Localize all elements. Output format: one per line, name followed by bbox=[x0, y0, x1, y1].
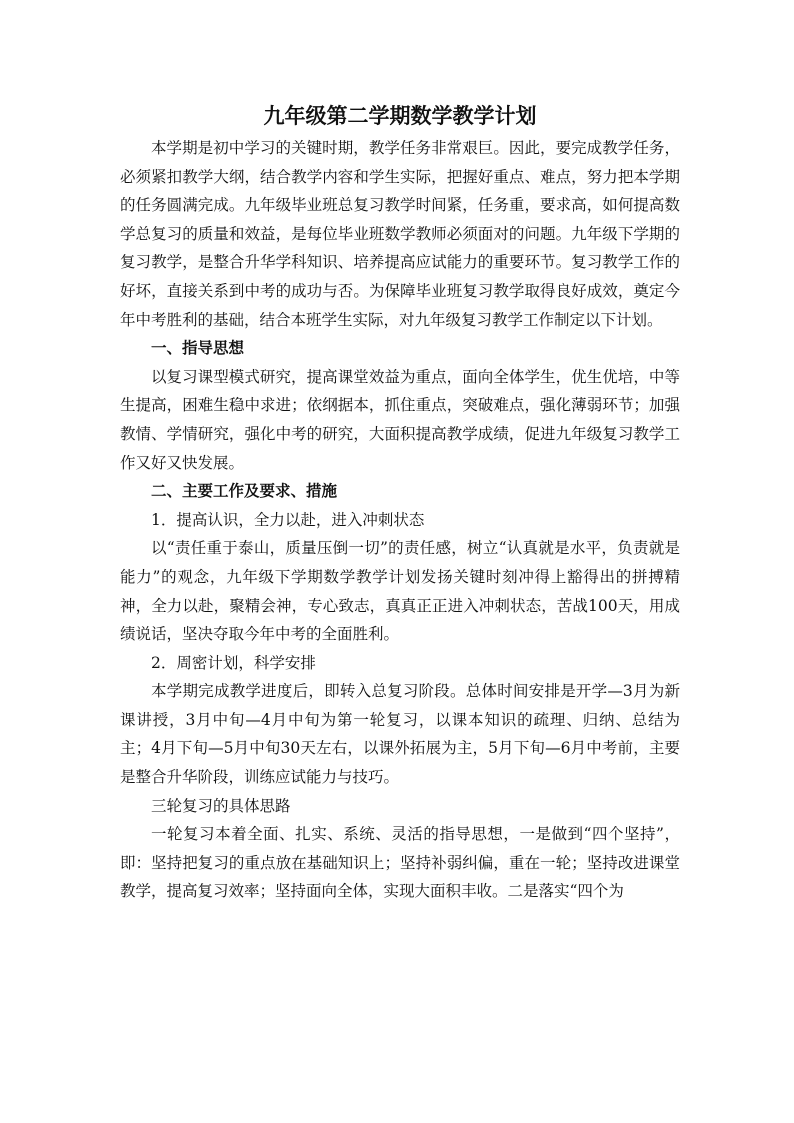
subheading-raise-awareness: 1．提高认识，全力以赴，进入冲刺状态 bbox=[151, 510, 425, 529]
three-rounds-paragraph: 一轮复习本着全面、扎实、系统、灵活的指导思想，一是做到“四个坚持”，即：坚持把复习的重点放在基础知识上；坚持补弱纠偏，重在一轮；坚持改进课堂教学，提高复习效率；坚持面向全体，实现大面积丰收。二是落实“四个为 bbox=[120, 825, 680, 901]
guiding-thought-paragraph: 以复习课型模式研究，提高课堂效益为重点，面向全体学生，优生优培，中等生提高，困难生稳中求进；依纲据本，抓住重点，突破难点，强化薄弱环节；加强教情、学情研究，强化中考的研究，大面积提高教学成绩，促进九年级复习教学工作又好又快发展。 bbox=[120, 367, 680, 472]
subheading-careful-plan: 2．周密计划，科学安排 bbox=[151, 653, 316, 672]
raise-awareness-paragraph: 以“责任重于泰山，质量压倒一切”的责任感，树立“认真就是水平，负责就是能力”的观念，九年级下学期数学教学计划发扬关键时刻冲得上豁得出的拼搏精神，全力以赴，聚精会神，专心致志，真真正正进入冲刺状态，苦战100天，用成绩说话，坚决夺取今年中考的全面胜利。 bbox=[120, 539, 680, 644]
subheading-three-rounds: 三轮复习的具体思路 bbox=[151, 796, 291, 815]
document-page bbox=[120, 100, 680, 906]
section-heading-guiding-thought: 一、指导思想 bbox=[151, 338, 245, 358]
section-heading-main-work: 二、主要工作及要求、措施 bbox=[151, 481, 338, 501]
careful-plan-paragraph: 本学期完成教学进度后，即转入总复习阶段。总体时间安排是开学—3月为新课讲授，3月中旬—4月中旬为第一轮复习，以课本知识的疏理、归纳、总结为主；4月下旬—5月中旬30天左右，以课外拓展为主，5月下旬—6月中考前，主要是整合升华阶段，训练应试能力与技巧。 bbox=[120, 682, 680, 787]
intro-paragraph: 本学期是初中学习的关键时期，教学任务非常艰巨。因此，要完成教学任务，必须紧扣教学大纲，结合教学内容和学生实际，把握好重点、难点，努力把本学期的任务圆满完成。九年级毕业班总复习教学时间紧，任务重，要求高，如何提高数学总复习的质量和效益，是每位毕业班数学教师必须面对的问题。九年级下学期的复习教学，是整合升华学科知识、培养提高应试能力的重要环节。复习教学工作的好坏，直接关系到中考的成功与否。为保障毕业班复习教学取得良好成效，奠定今年中考胜利的基础，结合本班学生实际，对九年级复习教学工作制定以下计划。 bbox=[120, 139, 680, 329]
document-title: 九年级第二学期数学教学计划 bbox=[263, 103, 537, 128]
